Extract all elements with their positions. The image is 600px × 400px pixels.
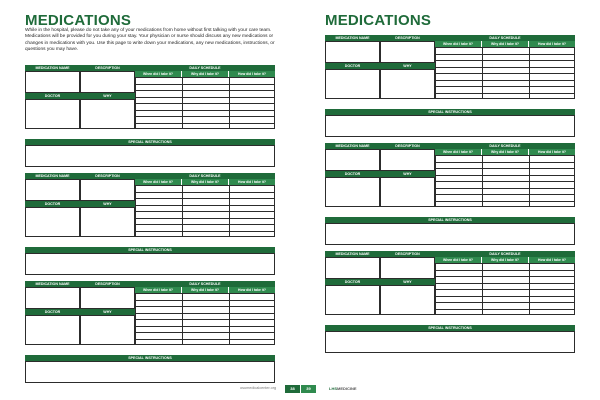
medication-name-header: MEDICATION NAME [25, 281, 80, 287]
grid-line [435, 194, 575, 195]
daily-schedule-header: DAILY SCHEDULE [435, 35, 575, 41]
grid-line [435, 54, 575, 55]
website-text: osumedicalcenter.org [240, 386, 277, 390]
grid-line [435, 201, 575, 202]
grid-line [435, 168, 575, 169]
why-header: Why did I take it? [182, 71, 228, 77]
why-caps-header: WHY [80, 201, 135, 207]
special-instructions-header: SPECIAL INSTRUCTIONS [25, 247, 275, 253]
grid-line [435, 270, 575, 271]
when-header: When did I take it? [435, 257, 481, 263]
why-field[interactable] [380, 285, 435, 315]
special-instructions-field[interactable] [25, 145, 275, 167]
grid-line [435, 181, 575, 182]
when-header: When did I take it? [435, 41, 481, 47]
grid-line [435, 73, 575, 74]
grid-line [135, 205, 275, 206]
grid-line [135, 84, 275, 85]
description-header: DESCRIPTION [80, 173, 135, 179]
doctor-header: DOCTOR [25, 309, 80, 315]
when-header: When did I take it? [135, 71, 181, 77]
when-header: When did I take it? [435, 149, 481, 155]
why-caps-header: WHY [380, 279, 435, 285]
grid-line [135, 313, 275, 314]
grid-line [135, 90, 275, 91]
grid-line [135, 306, 275, 307]
description-header: DESCRIPTION [380, 143, 435, 149]
grid-line [135, 198, 275, 199]
brand-suffix: MEDICINE [337, 386, 357, 391]
grid-line [135, 116, 275, 117]
daily-schedule-header: DAILY SCHEDULE [135, 65, 275, 71]
description-field[interactable] [380, 257, 435, 279]
grid-line [135, 103, 275, 104]
how-header: How did I take it? [529, 149, 575, 155]
daily-schedule-header: DAILY SCHEDULE [135, 173, 275, 179]
doctor-header: DOCTOR [25, 201, 80, 207]
description-field[interactable] [80, 71, 135, 93]
medication-name-field[interactable] [25, 179, 80, 201]
grid-line [135, 224, 275, 225]
grid-line [135, 319, 275, 320]
why-header: Why did I take it? [482, 41, 528, 47]
medication-name-field[interactable] [325, 41, 380, 63]
special-instructions-field[interactable] [25, 253, 275, 275]
doctor-field[interactable] [325, 285, 380, 315]
special-instructions-header: SPECIAL INSTRUCTIONS [325, 325, 575, 331]
medication-name-field[interactable] [325, 149, 380, 171]
medication-name-header: MEDICATION NAME [325, 143, 380, 149]
why-header: Why did I take it? [482, 257, 528, 263]
why-field[interactable] [80, 99, 135, 129]
doctor-field[interactable] [25, 315, 80, 345]
doctor-header: DOCTOR [325, 171, 380, 177]
page-number-right: 39 [301, 385, 316, 393]
grid-line [135, 231, 275, 232]
special-instructions-header: SPECIAL INSTRUCTIONS [25, 355, 275, 361]
grid-line [435, 309, 575, 310]
grid-line [435, 175, 575, 176]
grid-line [135, 326, 275, 327]
medication-name-header: MEDICATION NAME [325, 35, 380, 41]
grid-line [435, 188, 575, 189]
why-header: Why did I take it? [482, 149, 528, 155]
daily-schedule-header: DAILY SCHEDULE [135, 281, 275, 287]
grid-line [135, 110, 275, 111]
grid-line [135, 300, 275, 301]
why-field[interactable] [380, 69, 435, 99]
special-instructions-field[interactable] [325, 223, 575, 245]
grid-line [435, 283, 575, 284]
grid-line [435, 93, 575, 94]
how-header: How did I take it? [229, 71, 275, 77]
special-instructions-field[interactable] [325, 331, 575, 353]
special-instructions-field[interactable] [25, 361, 275, 383]
grid-line [435, 67, 575, 68]
why-caps-header: WHY [380, 171, 435, 177]
grid-line [135, 192, 275, 193]
brand-prefix: LHS [329, 386, 337, 391]
medication-form [25, 65, 275, 176]
why-field[interactable] [380, 177, 435, 207]
page-title: MEDICATIONS [325, 12, 432, 29]
why-field[interactable] [80, 207, 135, 237]
doctor-header: DOCTOR [25, 93, 80, 99]
medication-name-header: MEDICATION NAME [25, 65, 80, 71]
doctor-header: DOCTOR [325, 279, 380, 285]
how-header: How did I take it? [529, 41, 575, 47]
doctor-field[interactable] [25, 99, 80, 129]
why-field[interactable] [80, 315, 135, 345]
special-instructions-header: SPECIAL INSTRUCTIONS [325, 217, 575, 223]
brand-logo [329, 386, 357, 391]
description-field[interactable] [80, 179, 135, 201]
description-field[interactable] [380, 41, 435, 63]
doctor-field[interactable] [25, 207, 80, 237]
description-header: DESCRIPTION [80, 65, 135, 71]
description-header: DESCRIPTION [380, 35, 435, 41]
grid-line [135, 97, 275, 98]
grid-line [435, 276, 575, 277]
grid-line [435, 289, 575, 290]
how-header: How did I take it? [229, 287, 275, 293]
description-header: DESCRIPTION [380, 251, 435, 257]
grid-line [435, 80, 575, 81]
why-header: Why did I take it? [182, 179, 228, 185]
medication-form [325, 35, 575, 146]
grid-line [435, 60, 575, 61]
medication-name-header: MEDICATION NAME [25, 173, 80, 179]
grid-line [435, 302, 575, 303]
special-instructions-field[interactable] [325, 115, 575, 137]
grid-line [135, 211, 275, 212]
medication-name-field[interactable] [25, 287, 80, 309]
medication-form [325, 143, 575, 254]
grid-line [135, 332, 275, 333]
grid-line [435, 296, 575, 297]
medication-name-field[interactable] [25, 71, 80, 93]
why-header: Why did I take it? [182, 287, 228, 293]
special-instructions-header: SPECIAL INSTRUCTIONS [325, 109, 575, 115]
doctor-field[interactable] [325, 69, 380, 99]
medication-form [25, 281, 275, 392]
grid-line [135, 123, 275, 124]
special-instructions-header: SPECIAL INSTRUCTIONS [25, 139, 275, 145]
medication-name-header: MEDICATION NAME [325, 251, 380, 257]
page-title: MEDICATIONS [25, 12, 132, 29]
grid-line [135, 218, 275, 219]
why-caps-header: WHY [80, 93, 135, 99]
grid-line [135, 339, 275, 340]
daily-schedule-header: DAILY SCHEDULE [435, 143, 575, 149]
page-number-left: 38 [285, 385, 300, 393]
doctor-header: DOCTOR [325, 63, 380, 69]
when-header: When did I take it? [135, 179, 181, 185]
grid-line [435, 162, 575, 163]
why-caps-header: WHY [380, 63, 435, 69]
description-field[interactable] [80, 287, 135, 309]
medication-form [25, 173, 275, 284]
intro-text: While in the hospital, please do not take any of your medications from home without first talking with your care team. Medications will be provided for you during your stay. Your physician or nurse should discuss any new medications or changes in medications with you. Use this page to write down your medications, any new medications, instructions, or questions you may have. [25, 28, 275, 53]
daily-schedule-header: DAILY SCHEDULE [435, 251, 575, 257]
description-field[interactable] [380, 149, 435, 171]
how-header: How did I take it? [529, 257, 575, 263]
when-header: When did I take it? [135, 287, 181, 293]
how-header: How did I take it? [229, 179, 275, 185]
medication-form [325, 251, 575, 362]
grid-line [435, 86, 575, 87]
description-header: DESCRIPTION [80, 281, 135, 287]
medication-name-field[interactable] [325, 257, 380, 279]
why-caps-header: WHY [80, 309, 135, 315]
doctor-field[interactable] [325, 177, 380, 207]
